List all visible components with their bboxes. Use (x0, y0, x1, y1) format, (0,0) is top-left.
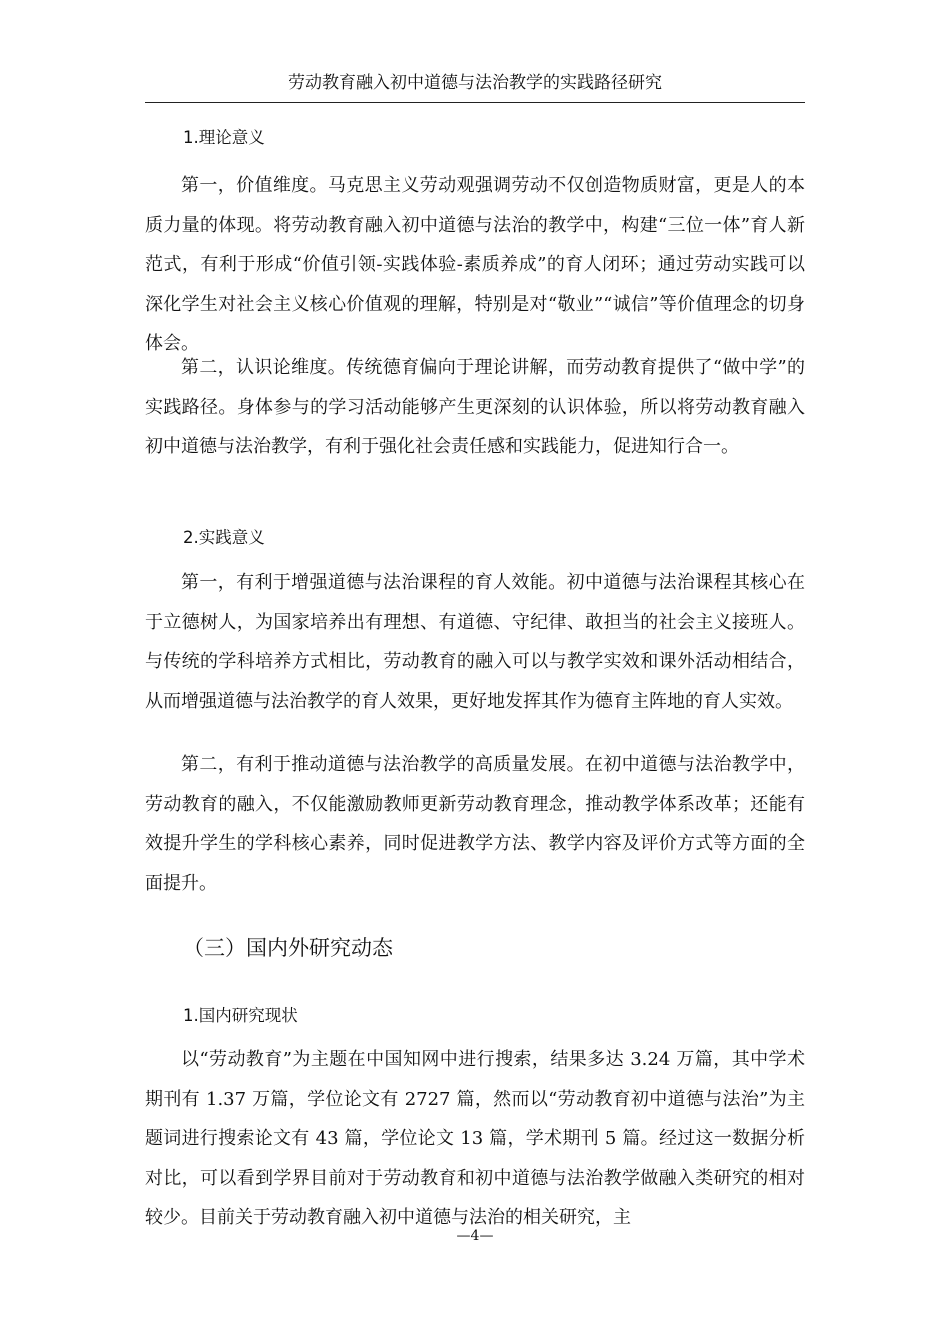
theory-paragraph-2: 第二，认识论维度。传统德育偏向于理论讲解，而劳动教育提供了“做中学”的实践路径。身体参与的学习活动能够产生更深刻的认识体验，所以将劳动教育融入初中道德与法治教学，有利于强化社会责任感和实践能力，促进知行合一。 (145, 357, 805, 458)
practice-paragraph-1: 第一，有利于增强道德与法治课程的育人效能。初中道德与法治课程其核心在于立德树人，为国家培养出有理想、有道德、守纪律、敢担当的社会主义接班人。与传统的学科培养方式相比，劳动教育的融入可以与教学实效和课外活动相结合，从而增强道德与法治教学的育人效果，更好地发挥其作为德育主阵地的育人实效。 (145, 572, 805, 712)
domestic-paragraph-1: 以“劳动教育”为主题在中国知网中进行搜索，结果多达 3.24 万篇，其中学术期刊有 1.37 万篇，学位论文有 2727 篇，然而以“劳动教育初中道德与法治”为主题词进行搜索论文有 43 篇，学位论文 13 篇，学术期刊 5 篇。经过这一数据分析对比，可以看到学界目前对于劳动教育和初中道德与法治教学做融入类研究的相对较少。目前关于劳动教育融入初中道德与法治的相关研究，主 (145, 1049, 805, 1229)
header-rule (145, 102, 805, 103)
research-section-heading: （三）国内外研究动态 (183, 936, 393, 960)
practice-paragraph-2: 第二，有利于推动道德与法治教学的高质量发展。在初中道德与法治教学中，劳动教育的融入，不仅能激励教师更新劳动教育理念，推动教学体系改革；还能有效提升学生的学科核心素养，同时促进教学方法、教学内容及评价方式等方面的全面提升。 (145, 754, 805, 894)
theory-paragraph-1: 第一，价值维度。马克思主义劳动观强调劳动不仅创造物质财富，更是人的本质力量的体现。将劳动教育融入初中道德与法治的教学中，构建“三位一体”育人新范式，有利于形成“价值引领-实践体验-素质养成”的育人闭环；通过劳动实践可以深化学生对社会主义核心价值观的理解，特别是对“敬业”“诚信”等价值理念的切身体会。 (145, 175, 805, 355)
practice-heading: 2.实践意义 (183, 528, 265, 547)
domestic-heading: 1.国内研究现状 (183, 1006, 298, 1025)
theory-heading: 1.理论意义 (183, 128, 265, 147)
running-header: 劳动教育融入初中道德与法治教学的实践路径研究 (288, 73, 662, 93)
page-number: —4— (456, 1228, 494, 1244)
